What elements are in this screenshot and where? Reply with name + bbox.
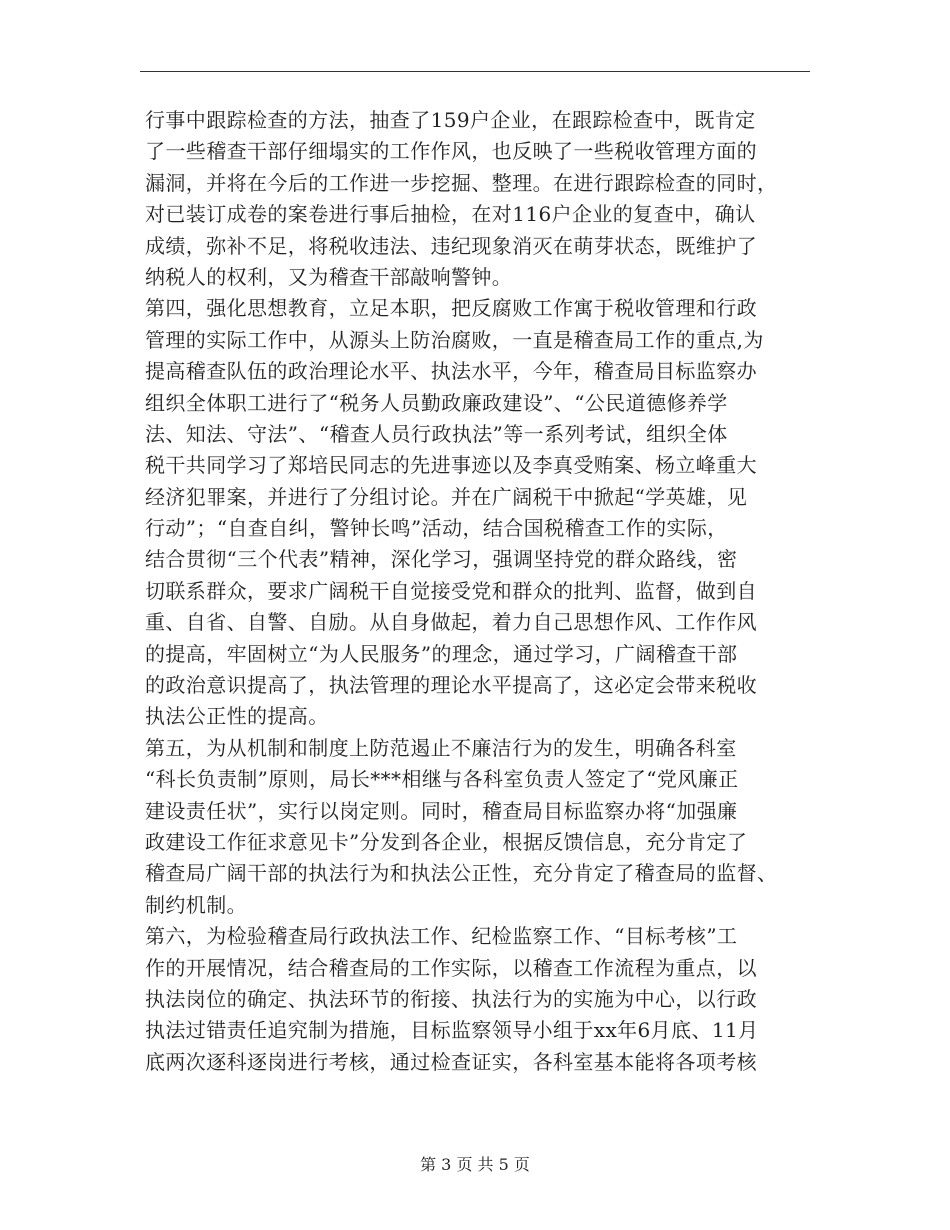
text-line: 组织全体职工进行了“税务人员勤政廉政建设”、“公民道德修养学 [145,390,728,415]
text-line: 执法过错责任追究制为措施，目标监察领导小组于xx年6月底、11月 [145,1018,759,1043]
document-body [145,105,810,1078]
text-line: 切联系群众，要求广阔税干自觉接受党和群众的批判、监督，做到自 [145,578,757,603]
text-line: 经济犯罪案，并进行了分组讨论。并在广阔税干中掀起“学英雄，见 [145,484,748,509]
text-line: 作的开展情况，结合稽查局的工作实际，以稽查工作流程为重点，以 [145,955,757,980]
text-line: 成绩，弥补不足，将税收违法、违纪现象消灭在萌芽状态，既维护了 [145,233,757,258]
text-line: 漏洞，并将在今后的工作进一步挖掘、整理。在进行跟踪检查的同时， [145,170,778,195]
text-line: 的政治意识提高了，执法管理的理论水平提高了，这必定会带来税收 [145,673,757,698]
text-line: 第四，强化思想教育，立足本职，把反腐败工作寓于税收管理和行政 [145,296,757,321]
text-line: 执法岗位的确定、执法环节的衔接、执法行为的实施为中心，以行政 [145,986,757,1011]
text-line: 执法公正性的提高。 [145,704,329,729]
text-line: 重、自省、自警、自励。从自身做起，着力自己思想作风、工作作风 [145,610,757,635]
text-line: 第五，为从机制和制度上防范遏止不廉洁行为的发生，明确各科室 [145,735,737,760]
text-line: 提高稽查队伍的政治理论水平、执法水平，今年，稽查局目标监察办 [145,359,757,384]
text-line: 的提高，牢固树立“为人民服务”的理念，通过学习，广阔稽查干部 [145,641,738,666]
text-line: 底两次逐科逐岗进行考核，通过检查证实，各科室基本能将各项考核 [145,1049,757,1074]
text-line: 行事中跟踪检查的方法，抽查了159户企业，在跟踪检查中，既肯定 [145,108,756,132]
text-line: 了一些稽查干部仔细塌实的工作作风，也反映了一些税收管理方面的 [145,139,757,164]
text-line: 法、知法、守法”、“稽查人员行政执法”等一系列考试，组织全体 [145,421,728,446]
header-rule [140,71,810,72]
text-line: 政建设工作征求意见卡”分发到各企业，根据反馈信息，充分肯定了 [145,829,748,854]
text-line: 建设责任状”，实行以岗定则。同时，稽查局目标监察办将“加强廉 [145,798,738,823]
text-line: 第六，为检验稽查局行政执法工作、纪检监察工作、“目标考核”工 [145,924,738,949]
page-footer [0,1152,950,1175]
text-line: 税干共同学习了郑培民同志的先进事迹以及李真受贿案、杨立峰重大 [145,453,757,478]
text-line: 制约机制。 [145,892,247,917]
text-line: “科长负责制”原则，局长***相继与各科室负责人签定了“党风廉正 [145,767,739,792]
text-line: 结合贯彻“三个代表”精神，深化学习，强调坚持党的群众路线，密 [145,547,738,572]
text-line: 纳税人的权利，又为稽查干部敲响警钟。 [145,264,513,289]
text-line: 对已装订成卷的案卷进行事后抽检，在对116户企业的复查中，确认 [145,202,756,227]
text-line: 稽查局广阔干部的执法行为和执法公正性，充分肯定了稽查局的监督、 [145,861,778,886]
text-line: 行动”；“自查自纠，警钟长鸣”活动，结合国税稽查工作的实际， [145,516,728,541]
page-number: 第 3 页 共 5 页 [420,1155,530,1174]
text-line: 管理的实际工作中，从源头上防治腐败，一直是稽查局工作的重点,为 [145,327,764,352]
